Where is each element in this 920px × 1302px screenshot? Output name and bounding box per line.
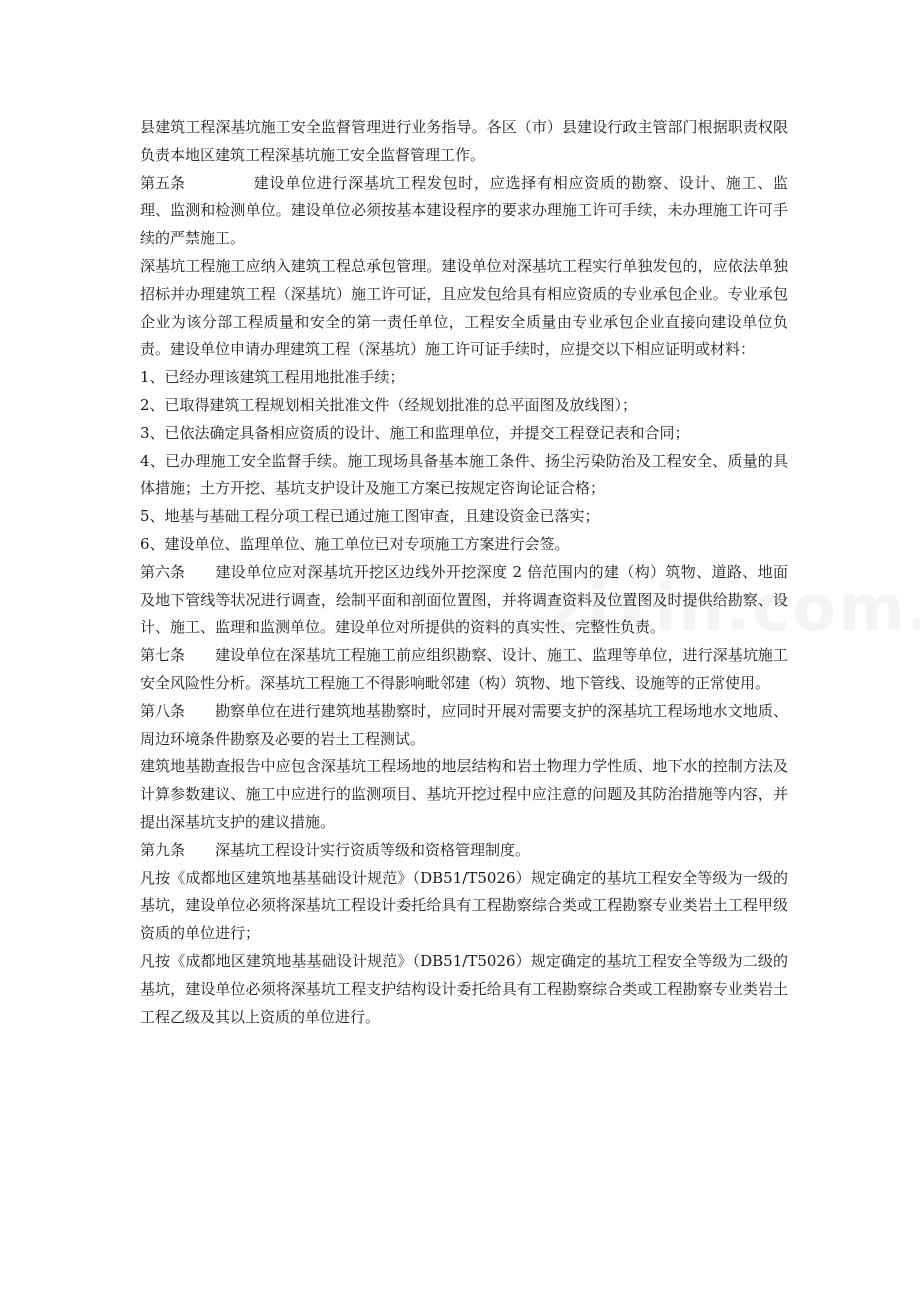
paragraph-text: 勘察单位在进行建筑地基勘察时，应同时开展对需要支护的深基坑工程场地水文地质、周边环境条件勘察及必要的岩土工程测试。 [140,701,788,748]
paragraph-text: 建设单位应对深基坑开挖区边线外开挖深度 2 倍范围内的建（构）筑物、道路、地面及地下管线等状况进行调查，绘制平面和剖面位置图，并将调查资料及位置图及时提供给勘察、设计、施工、监理和监测单位。建设单位对所提供的资料的真实性、完整性负责。 [140,562,788,637]
paragraph-text: 建筑地基勘查报告中应包含深基坑工程场地的地层结构和岩土物理力学性质、地下水的控制方法及计算参数建议、施工中应进行的监测项目、基坑开挖过程中应注意的问题及其防治措施等内容，并提出深基坑支护的建议措施。 [140,757,788,831]
body-paragraph [140,865,788,948]
paragraph-text: 建设单位进行深基坑工程发包时，应选择有相应资质的勘察、设计、施工、监理、监测和检测单位。建设单位必须按基本建设程序的要求办理施工许可手续，未办理施工许可手续的严禁施工。 [140,173,788,248]
body-paragraph [140,114,788,170]
article-number: 第七条 [140,646,186,665]
body-paragraph [140,503,788,531]
article-paragraph [140,559,788,642]
article-number: 第五条 [140,173,186,192]
paragraph-text: 4、已办理施工安全监督手续。施工现场具备基本施工条件、扬尘污染防治及工程安全、质量的具体措施；土方开挖、基坑支护设计及施工方案已按规定咨询论证合格； [140,451,788,498]
paragraph-text: 1、已经办理该建筑工程用地批准手续； [140,368,405,387]
article-number: 第九条 [140,840,186,859]
body-paragraph [140,753,788,836]
body-paragraph [140,531,788,559]
paragraph-text: 6、建设单位、监理单位、施工单位已对专项施工方案进行会签。 [140,534,570,553]
paragraph-text: 凡按《成都地区建筑地基基础设计规范》（DB51/T5026）规定确定的基坑工程安全等级为二级的基坑，建设单位必须将深基坑工程支护结构设计委托给具有工程勘察综合类或工程勘察专业类岩土工程乙级及其以上资质的单位进行。 [140,951,788,1026]
article-number: 第六条 [140,562,186,581]
paragraph-text: 3、已依法确定具备相应资质的设计、施工和监理单位，并提交工程登记表和合同； [140,423,690,442]
paragraph-text: 5、地基与基础工程分项工程已通过施工图审查，且建设资金已落实； [140,507,600,526]
document-body [140,114,788,1031]
paragraph-text: 2、已取得建筑工程规划相关批准文件（经规划批准的总平面图及放线图）； [140,395,638,414]
article-paragraph [140,642,788,698]
body-paragraph [140,392,788,420]
paragraph-text: 深基坑工程设计实行资质等级和资格管理制度。 [215,840,531,859]
paragraph-text: 凡按《成都地区建筑地基基础设计规范》（DB51/T5026）规定确定的基坑工程安全等级为一级的基坑，建设单位必须将深基坑工程设计委托给具有工程勘察综合类或工程勘察专业类岩土工程甲级资质的单位进行； [140,868,788,943]
article-number: 第八条 [140,701,186,720]
body-paragraph [140,253,788,364]
paragraph-text: 建设单位在深基坑工程施工前应组织勘察、设计、施工、监理等单位，进行深基坑施工安全风险性分析。深基坑工程施工不得影响毗邻建（构）筑物、地下管线、设施等的正常使用。 [140,646,788,692]
body-paragraph [140,948,788,1031]
body-paragraph [140,364,788,392]
body-paragraph [140,448,788,504]
article-paragraph [140,698,788,754]
article-paragraph [140,837,788,865]
paragraph-text: 深基坑工程施工应纳入建筑工程总承包管理。建设单位对深基坑工程实行单独发包的，应依法单独招标并办理建筑工程（深基坑）施工许可证，且应发包给具有相应资质的专业承包企业。专业承包企业为该分部工程质量和安全的第一责任单位，工程安全质量由专业承包企业直接向建设单位负责。建设单位申请办理建筑工程（深基坑）施工许可证手续时，应提交以下相应证明或材料： [140,256,788,359]
article-paragraph [140,170,788,253]
paragraph-text: 县建筑工程深基坑施工安全监督管理进行业务指导。各区（市）县建设行政主管部门根据职责权限负责本地区建筑工程深基坑施工安全监督管理工作。 [140,118,788,164]
body-paragraph [140,420,788,448]
